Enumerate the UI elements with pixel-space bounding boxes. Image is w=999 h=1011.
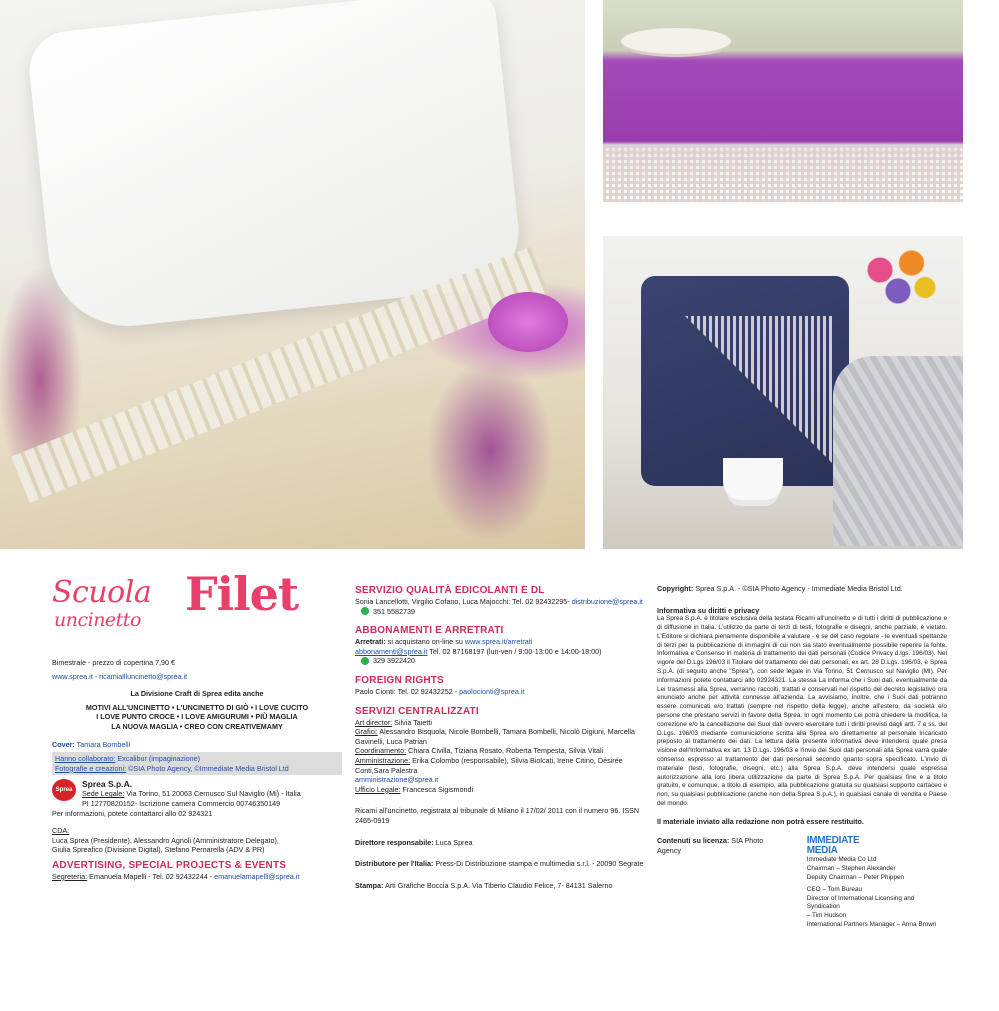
bed-linen-photo: [0, 0, 585, 549]
privacy-text: La Sprea S.p.A. è titolare esclusiva della testata Ricami all'uncinetto e di tutti i diritti di pubblicazione e di diffusione in Italia. L'utilizzo da parte di terzi di testi, fotografie e disegni, anche parziale, è vietato. L'Editore si dichiara pienamente disponibile a valutare - e se del caso regolare - le eventuali spettanze di terzi per la pubblicazione di immagini di cui non sia stato eventualmente possibile reperire la fonte. Informativa e Consenso in materia di trattamento dei dati personali (Codice Privacy d.lgs. 196/03). Nel vigore del D.Lgs 196/03 il Titolare del trattamento dei dati personali, ex art. 28 D.Lgs. 196/03, è Sprea S.p.A. (di seguito anche "Sprea"), con sede legale in Via Torino, 51 Cernusco sul Naviglio (MI). Per informazioni potete contattarci allo 02924321. La stessa La informa che i Suoi dati, eventualmente da Lei trasmessi alla Sprea, verranno raccolti, trattati e conservati nel rispetto del decreto legislativo ora enunciato anche per attività connesse all'azienda. La avvisiamo, inoltre, che i Suoi dati potranno essere comunicati e/o trattati (sempre nel rispetto della legge), anche all'estero, da società e/o persone che prestano servizi in favore della Sprea. In ogni momento Lei potrà chiedere la modifica, la correzione e/o la cancellazione dei Suoi dati ovvero esercitare tutti i diritti previsti dagli artt. 7 e ss. del D.Lgs. 196/03 mediante comunicazione scritta alla Sprea e/o direttamente al personale Incaricato preposto al trattamento dei dati. La lettura della presente informativa deve intendersi quale presa visione dell'Informativa ex art. 13 D.Lgs. 196/03 e l'invio dei Suoi dati personali alla Sprea varrà quale consenso espresso al trattamento dei dati personali secondo quanto sopra specificato. L'invio di materiale (testi, fotografie, disegni, etc.) alla Sprea S.p.A. deve intendersi quale espressa autorizzazione alla loro libera utilizzazione da parte di Sprea S.p.A. Per qualsiasi fine e a titolo gratuito, e comunque, a titolo di esempio, alla pubblicazione gratuita su qualsiasi supporto cartaceo e non, su qualsiasi pubblicazione (anche non della Sprea S.p.A.), in qualsiasi canale di vendita e Paese del mondo.: [657, 615, 947, 807]
segreteria-line: [52, 872, 342, 882]
legal-value: Francesca Sigismondi: [402, 784, 474, 794]
distributor-value: Press-Di Distribuzione stampa e multimedia s.r.l. - 20090 Segrate: [435, 859, 644, 869]
im-staff-line: Immediate Media Co Ltd: [806, 856, 877, 864]
legal-label: Ufficio Legale:: [355, 784, 401, 794]
cup-shape: [488, 292, 568, 352]
amministrazione-email[interactable]: amministrazione@sprea.it: [355, 775, 439, 785]
titles-line-3: LA NUOVA MAGLIA • CREO CON CREATIVEMAMY: [111, 721, 283, 731]
arretrati-link[interactable]: www.sprea.it/arretrati: [464, 637, 533, 647]
arretrati-line: [355, 637, 645, 647]
immediate-media-logo: [807, 836, 947, 856]
cover-label: Cover:: [52, 739, 75, 749]
quality-phone-row: [361, 607, 645, 617]
im-staff-line: Deputy Chairman – Peter Phippen: [806, 873, 905, 881]
material-note: Il materiale inviato alla redazione non potrà essere restituito.: [657, 816, 864, 826]
distributor-line: [355, 859, 645, 869]
segreteria-label: Segreteria:: [52, 871, 88, 881]
collab-label: Hanno collaborato:: [55, 754, 116, 764]
quality-service-heading: SERVIZIO QUALITÀ EDICOLANTI E DL: [355, 585, 545, 596]
segreteria-value: Emanuela Mapelli - Tel. 02 92432244 -: [89, 871, 213, 881]
privacy-title: Informativa su diritti e privacy: [657, 605, 760, 615]
printer-label: Stampa:: [355, 880, 384, 890]
director-label: Direttore responsabile:: [355, 837, 434, 847]
distribution-email[interactable]: distribuzione@sprea.it: [571, 597, 643, 606]
magazine-logo: [52, 567, 342, 646]
im-logo-line-2: MEDIA: [806, 845, 838, 857]
cover-credit: [52, 740, 342, 750]
art-director-line: [355, 718, 645, 728]
art-director-label: Art director:: [355, 717, 393, 727]
abbonamenti-email[interactable]: abbonamenti@sprea.it: [355, 646, 428, 656]
abbonamenti-line: [355, 647, 645, 657]
grafici-line: [355, 727, 645, 746]
foreign-rights-line: [355, 687, 645, 697]
titles-line-1: MOTIVI ALL'UNCINETTO • L'UNCINETTO DI GIÒ • I LOVE CUCITO: [85, 702, 309, 712]
titles-line-2: I LOVE PUNTO CROCE • I LOVE AMIGURUMI • PIÙ MAGLIA: [96, 712, 298, 722]
logo-scuola: Scuola: [52, 575, 152, 610]
licensing-line: [657, 836, 787, 929]
printer-value: Arti Grafiche Boccia S.p.A. Via Tiberio Claudio Felice, 7- 84131 Salerno: [384, 880, 613, 890]
grafici-label: Grafici:: [355, 727, 378, 737]
im-staff-line: Chairman – Stephen Alexander: [806, 865, 896, 873]
licensing-value: SIA Photo Agency: [657, 836, 764, 855]
cda-line-2: Giulia Spreafico (Divisione Digital), Stefano Pernarella (ADV & PR): [52, 845, 265, 855]
distributor-label: Distributore per l'Italia:: [355, 859, 434, 869]
cushion-photo: [603, 236, 963, 549]
grafici-value: Alessandro Bisquola, Nicole Bombelli, Tamara Bombelli, Nicolò Digiuni, Marcella Gavinelli, Luca Patrian: [355, 727, 635, 746]
services-column: [355, 584, 645, 890]
sprea-logo-icon: Sprea: [52, 779, 76, 801]
subscriptions-phone: 329 3922420: [373, 656, 415, 666]
amministrazione-label: Amministrazione:: [355, 755, 411, 765]
foreign-rights-contact: Paolo Cionti: Tel. 02 92432252 -: [355, 686, 458, 696]
abbonamenti-tel: Tel. 02 87168197 (lun-ven / 9:00-13:00 e 14:00-18:00): [429, 646, 602, 656]
info-line: Per informazioni, potete contattarci allo 02 924321: [52, 808, 213, 818]
division-title: La Divisione Craft di Sprea edita anche: [130, 689, 264, 699]
quality-service-contacts: Sonia Lancellotti, Virgilio Cofano, Luca Majocchi: Tel. 02 92432295-: [355, 597, 570, 606]
collab-value: Excalibur (impaginazione): [117, 754, 201, 764]
masthead-left-column: [52, 567, 342, 882]
credits-box: [52, 752, 342, 775]
cda-label: CDA:: [52, 826, 70, 836]
copyright-line: [657, 584, 947, 594]
piva-line: PI 12770820152- Iscrizione camera Commercio 00746350149: [82, 798, 281, 808]
foreign-rights-heading: FOREIGN RIGHTS: [355, 674, 444, 686]
coordinamento-line: [355, 746, 645, 756]
im-staff-line: CEO – Tom Bureau: [806, 885, 863, 893]
printer-line: [355, 881, 645, 891]
licensing-block: [657, 836, 947, 929]
subscriptions-heading: ABBONAMENTI E ARRETRATI: [355, 625, 504, 637]
filet-edging-shape: [603, 145, 963, 202]
coordinamento-label: Coordinamento:: [355, 746, 407, 756]
subscriptions-phone-row: [361, 656, 645, 666]
advertising-heading: ADVERTISING, SPECIAL PROJECTS & EVENTS: [52, 859, 287, 871]
sede-value: Via Torino, 51 20063 Cernusco Sul Naviglio (Mi) - Italia: [126, 789, 301, 799]
flowers-shape: [853, 242, 943, 312]
quality-service-line: [355, 597, 645, 607]
whatsapp-icon: [361, 657, 369, 665]
amministrazione-line: [355, 756, 645, 775]
cda-line-1: Luca Sprea (Presidente), Alessandro Agnoli (Amministratore Delegato),: [52, 835, 279, 845]
whatsapp-icon: [361, 607, 369, 615]
legal-line: [355, 785, 645, 795]
arretrati-label: Arretrati:: [355, 637, 386, 647]
arretrati-value: si acquistano on-line su: [387, 637, 463, 647]
legal-column: [657, 584, 947, 930]
quality-phone: 351 5582739: [373, 606, 415, 616]
director-line: [355, 838, 645, 848]
copyright-value: Sprea S.p.A. - ©SIA Photo Agency - Immediate Media Bristol Ltd.: [695, 584, 903, 593]
central-services-heading: SERVIZI CENTRALIZZATI: [355, 705, 479, 717]
sede-label: Sede Legale:: [82, 789, 125, 799]
website-links[interactable]: www.sprea.it - ricamiallluncinetto@sprea.it: [52, 671, 188, 681]
licensing-label: Contenuti su licenza:: [657, 836, 730, 846]
publisher-block: [52, 779, 342, 808]
art-director-value: Silvia Taietti: [394, 717, 432, 727]
cover-value: Tamara Bombelli: [76, 739, 131, 749]
copyright-label: Copyright:: [657, 584, 694, 593]
throw-blanket-shape: [833, 356, 963, 546]
logo-filet: Filet: [185, 567, 299, 621]
logo-uncinetto: uncinetto: [54, 609, 141, 631]
photos-label: Fotografie e creazioni:: [55, 763, 127, 773]
mug-shape: [723, 458, 783, 500]
foreign-rights-email[interactable]: paolocionti@sprea.it: [459, 686, 525, 696]
im-logo-line-1: IMMEDIATE: [806, 835, 860, 847]
segreteria-email[interactable]: emanuelamapelli@sprea.it: [214, 871, 300, 881]
director-value: Luca Sprea: [435, 837, 473, 847]
registration-line: Ricami all'uncinetto, registrata al tribunale di Milano il 17/02/ 2011 con il numero 96. ISSN 2465-0919: [355, 806, 640, 825]
tablecloth-photo: [603, 0, 963, 202]
im-staff-line: International Partners Manager – Anna Brown: [806, 920, 937, 928]
im-staff-line: – Tim Hudson: [806, 912, 847, 920]
company-name: Sprea S.p.A.: [82, 779, 133, 790]
photos-value: ©SIA Photo Agency, ©Immediate Media Bristol Ltd: [128, 763, 289, 773]
price-line: Bimestrale - prezzo di copertina 7,90 €: [52, 658, 176, 667]
im-staff-line: Director of International Licensing and Syndication: [806, 894, 915, 911]
plates-shape: [621, 28, 731, 54]
im-staff-list: [807, 856, 947, 929]
coordinamento-value: Chiara Civilla, Tiziana Rosato, Roberta Tempesta, Silvia Vitali: [408, 746, 604, 756]
amministrazione-value: Erika Colombo (responsabile), Silvia Biolcati, Irene Citino, Désirée Conti,Sara Palestra: [355, 755, 623, 775]
